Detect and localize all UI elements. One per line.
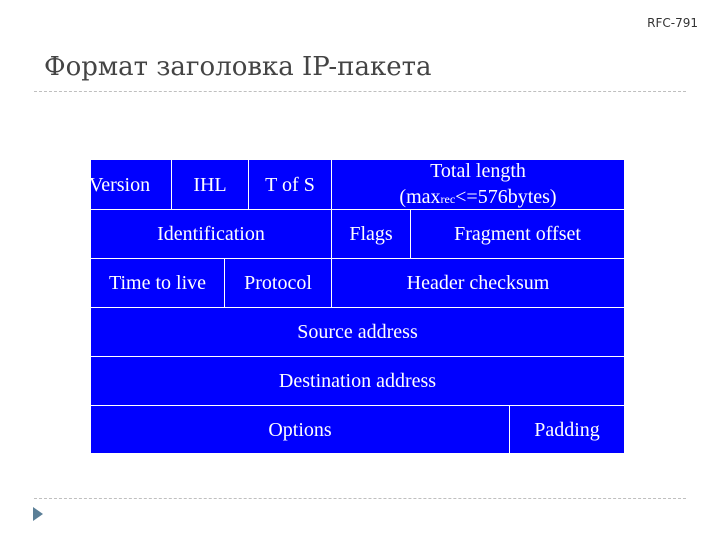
field-flags-label: Flags bbox=[349, 223, 393, 245]
field-destination-address bbox=[91, 357, 624, 405]
field-padding-label: Padding bbox=[534, 418, 600, 441]
field-protocol bbox=[225, 259, 331, 307]
field-fragment-offset-label: Fragment offset bbox=[454, 223, 581, 245]
field-time-to-live bbox=[91, 259, 224, 307]
field-total-length-prefix: (max bbox=[399, 185, 441, 208]
field-options-label: Options bbox=[268, 418, 332, 441]
field-source-address bbox=[91, 308, 624, 356]
field-type-of-service bbox=[249, 160, 331, 209]
field-options bbox=[91, 406, 509, 453]
footer-divider bbox=[34, 498, 686, 499]
field-total-length-suffix: <=576bytes) bbox=[455, 185, 557, 208]
field-ttl-label: Time to live bbox=[108, 272, 207, 294]
field-fragment-offset bbox=[411, 210, 624, 258]
rfc-reference: RFC-791 bbox=[647, 16, 698, 30]
field-total-length-sub: rec bbox=[440, 191, 456, 206]
field-version-label: Version bbox=[89, 173, 151, 196]
field-header-checksum bbox=[332, 259, 624, 307]
field-total-length-limit bbox=[399, 184, 556, 212]
field-protocol-label: Protocol bbox=[244, 272, 312, 294]
field-tos-label: T of S bbox=[265, 173, 315, 196]
field-identification-label: Identification bbox=[157, 223, 265, 245]
field-padding bbox=[510, 406, 624, 453]
field-flags bbox=[332, 210, 410, 258]
field-checksum-label: Header checksum bbox=[406, 272, 550, 294]
field-total-length bbox=[332, 160, 624, 209]
field-source-label: Source address bbox=[297, 321, 418, 343]
title-divider bbox=[34, 91, 686, 92]
bullet-arrow-icon bbox=[33, 507, 43, 521]
field-version bbox=[91, 160, 171, 209]
slide-title: Формат заголовка IP-пакета bbox=[44, 52, 432, 82]
field-identification bbox=[91, 210, 331, 258]
field-total-length-title: Total length bbox=[430, 159, 526, 182]
field-ihl bbox=[172, 160, 248, 209]
field-ihl-label: IHL bbox=[193, 173, 227, 196]
field-destination-label: Destination address bbox=[278, 370, 437, 392]
